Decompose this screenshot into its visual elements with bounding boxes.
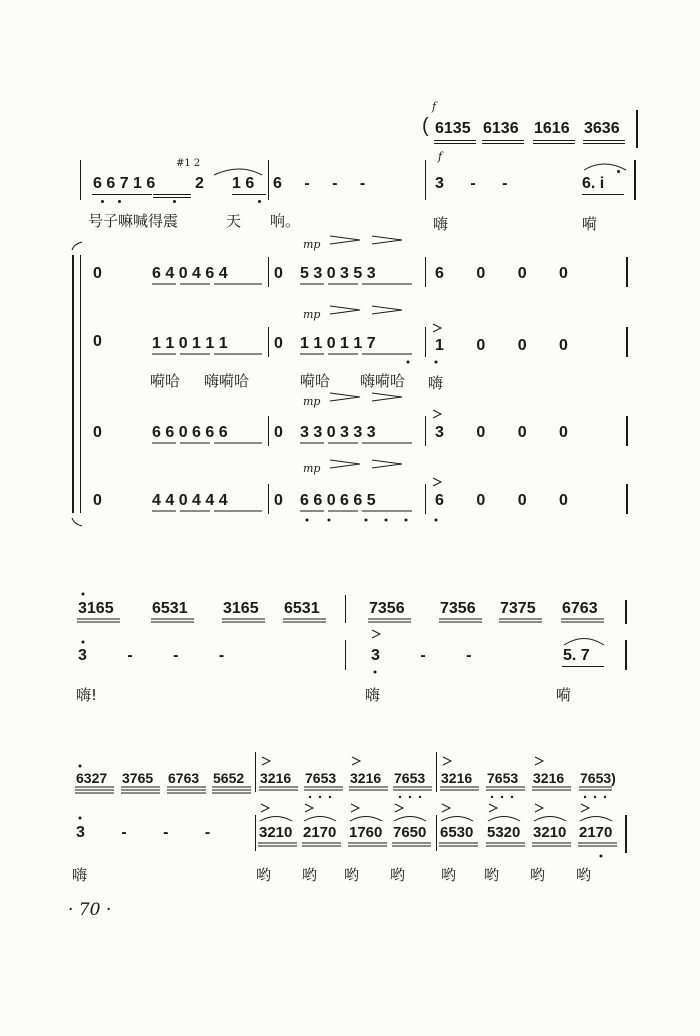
bottom-measure: 3 - - - — [76, 824, 211, 841]
bottom-measure-end: 5. 7 — [563, 647, 590, 664]
top-group: 6763 — [168, 770, 200, 786]
lyric: 嗬 — [582, 215, 598, 233]
top-group: 6531 — [284, 600, 320, 617]
top-group: 7356 — [369, 600, 405, 617]
lyric: 嗨嗬哈 — [360, 372, 406, 390]
lyric: 哟 — [484, 866, 500, 884]
top-group: 3165 — [78, 600, 114, 617]
melody-measure: 3 - - — [435, 175, 508, 192]
melody-measure: 6 - - - — [273, 175, 366, 192]
part-rest: 0 — [93, 492, 102, 509]
intro-group: 6135 — [435, 120, 471, 137]
lyric: 嗨! — [76, 686, 98, 704]
dynamic-mark: f — [438, 150, 443, 163]
top-group: 3165 — [223, 600, 259, 617]
part-measure: 1 1 0 1 1 1 — [152, 335, 228, 352]
lyric: 嗬 — [556, 686, 572, 704]
top-group: 7653 — [487, 770, 519, 786]
part-rest: 0 — [274, 265, 283, 282]
top-group: 3216 — [350, 770, 382, 786]
part-measure: 6 0 0 0 — [435, 265, 568, 282]
lyric: 嗬哈 — [300, 372, 331, 390]
top-group: 7356 — [440, 600, 476, 617]
lyric: 哟 — [390, 866, 406, 884]
melody-notes: 1 6 — [232, 175, 255, 192]
part-measure: 6 6 0 6 6 6 — [152, 424, 228, 441]
part-rest: 0 — [93, 265, 102, 282]
part-measure: 6 0 0 0 — [435, 492, 568, 509]
top-group: 3216 — [441, 770, 473, 786]
top-group: 3765 — [122, 770, 154, 786]
lyric: 响。 — [270, 212, 301, 230]
dynamic-mark: mp — [303, 308, 321, 321]
bottom-group: 7650 — [393, 824, 427, 841]
page-number: · 70 · — [68, 900, 112, 920]
lyric: 嗨嗬哈 — [204, 372, 250, 390]
lyric: 哟 — [256, 866, 272, 884]
top-group: 5652 — [213, 770, 245, 786]
bottom-measure: 3 - - - — [78, 647, 225, 664]
part-rest: 0 — [274, 424, 283, 441]
part-measure: 5 3 0 3 5 3 — [300, 265, 376, 282]
bottom-measure: 3 - - — [371, 647, 472, 664]
lyric: 嗨 — [428, 374, 444, 392]
intro-group: 6136 — [483, 120, 519, 137]
top-group: 6531 — [152, 600, 188, 617]
part-rest: 0 — [274, 335, 283, 352]
top-group: 6763 — [562, 600, 598, 617]
lyric: 哟 — [576, 866, 592, 884]
part-measure: 3 0 0 0 — [435, 424, 568, 441]
paren-open: ( — [422, 115, 429, 137]
bottom-group: 3210 — [533, 824, 567, 841]
melody-grace-note: 2 — [195, 175, 204, 192]
dynamic-mark: f — [432, 100, 437, 113]
top-group: 6327 — [76, 770, 108, 786]
top-group: 7653 — [305, 770, 337, 786]
top-group: 7375 — [500, 600, 536, 617]
bottom-group: 6530 — [440, 824, 474, 841]
dynamic-mark: mp — [303, 238, 321, 251]
dynamic-mark: mp — [303, 395, 321, 408]
bottom-group: 2170 — [579, 824, 613, 841]
part-measure: 6 4 0 4 6 4 — [152, 265, 228, 282]
part-measure: 1 1 0 1 1 7 — [300, 335, 376, 352]
lyric: 哟 — [302, 866, 318, 884]
lyric: 哟 — [530, 866, 546, 884]
part-measure: 4 4 0 4 4 4 — [152, 492, 228, 509]
part-rest: 0 — [93, 424, 102, 441]
part-rest: 0 — [93, 333, 102, 350]
dynamic-mark: mp — [303, 462, 321, 475]
top-group: 7653) — [580, 770, 616, 786]
intro-group: 3636 — [584, 120, 620, 137]
top-group: 7653 — [394, 770, 426, 786]
bottom-group: 1760 — [349, 824, 383, 841]
lyric: 哟 — [441, 866, 457, 884]
part-rest: 0 — [274, 492, 283, 509]
part-measure: 1 0 0 0 — [435, 337, 568, 354]
lyric: 嗨 — [365, 686, 381, 704]
top-group: 3216 — [260, 770, 292, 786]
melody-measure-end: 6. i — [582, 175, 605, 192]
melody-notes: 6 6 7 1 6 — [93, 175, 156, 192]
intro-group: 1616 — [534, 120, 570, 137]
bottom-group: 3210 — [259, 824, 293, 841]
bottom-group: 5320 — [487, 824, 521, 841]
lyric: 天 — [226, 212, 242, 230]
grace-mark: #1 2 — [176, 158, 201, 169]
lyric: 嗨 — [72, 866, 88, 884]
part-measure: 3 3 0 3 3 3 — [300, 424, 376, 441]
part-measure: 6 6 0 6 6 5 — [300, 492, 376, 509]
lyric: 哟 — [344, 866, 360, 884]
lyric: 嗬哈 — [150, 372, 181, 390]
lyric: 嗨 — [433, 215, 449, 233]
lyric: 号子嘛喊得震 — [88, 212, 179, 230]
top-group: 3216 — [533, 770, 565, 786]
bottom-group: 2170 — [303, 824, 337, 841]
